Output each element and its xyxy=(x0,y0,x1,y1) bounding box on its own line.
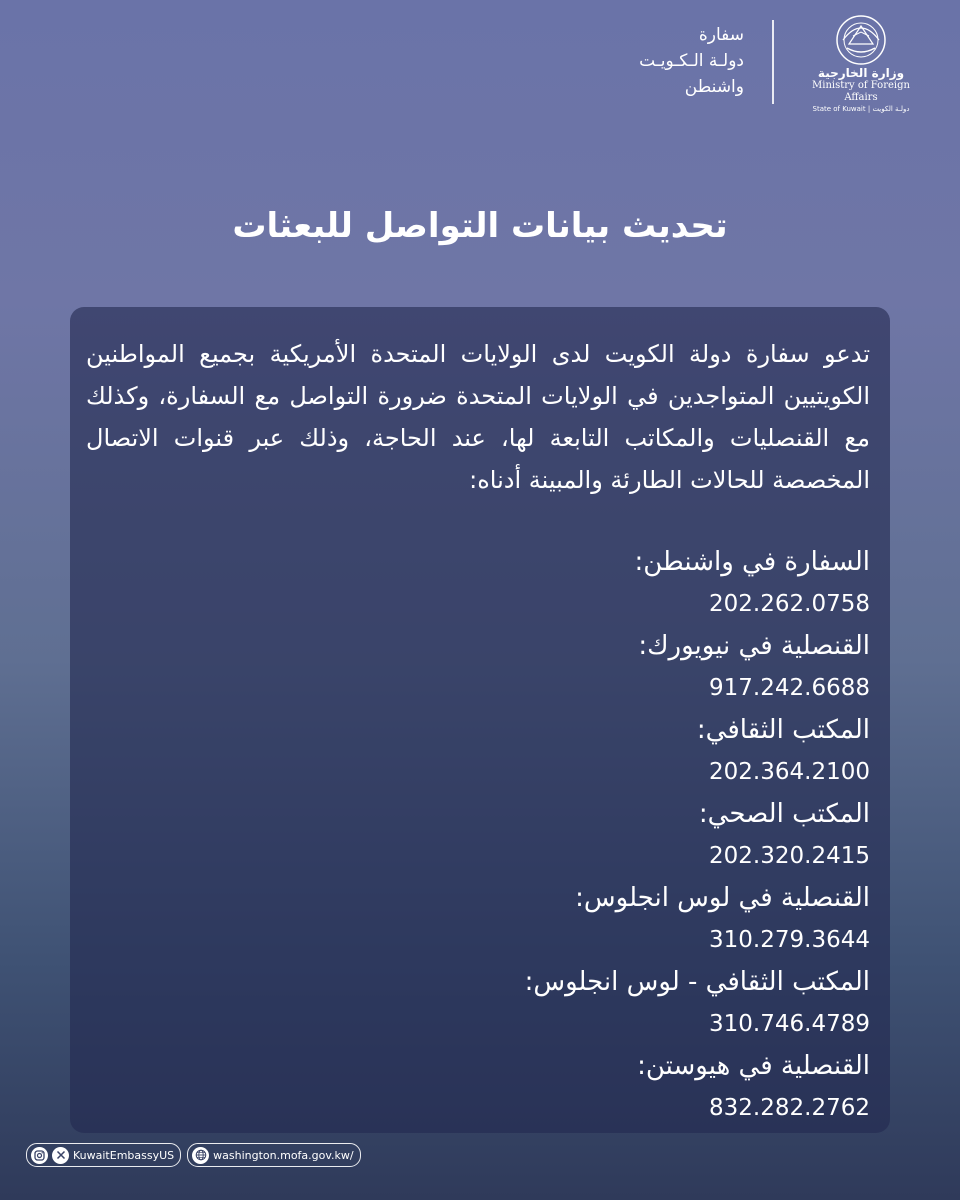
contact-label: القنصلية في نيويورك: xyxy=(638,631,870,661)
contact-label: المكتب الثقافي: xyxy=(696,715,870,745)
state-ar: دولـة الكويت xyxy=(872,105,910,113)
social-handle[interactable]: KuwaitEmbassyUS xyxy=(73,1148,175,1162)
website-link[interactable]: washington.mofa.gov.kw/ xyxy=(213,1148,354,1162)
ministry-state xyxy=(802,104,920,114)
contact-item xyxy=(86,541,870,625)
embassy-line-2: دولـة الـكـويـت xyxy=(639,51,744,71)
contact-label: المكتب الصحي: xyxy=(698,799,870,829)
state-separator: | xyxy=(867,105,873,113)
header xyxy=(639,14,920,114)
contact-phone[interactable]: 310.746.4789 xyxy=(709,1011,870,1037)
contact-label: السفارة في واشنطن: xyxy=(634,547,870,577)
contact-label: القنصلية في هيوستن: xyxy=(637,1051,870,1081)
contact-item xyxy=(86,1045,870,1129)
contact-phone[interactable]: 202.320.2415 xyxy=(709,843,870,869)
header-divider xyxy=(772,20,774,104)
intro-paragraph: تدعو سفارة دولة الكويت لدى الولايات المتحدة الأمريكية بجميع المواطنين الكويتيين المتواجدين في الولايات المتحدة ضرورة التواصل مع السفارة، وكذلك مع القنصليات والمكاتب التابعة لها، عند الحاجة، وذلك عبر قنوات الاتصال المخصصة للحالات الطارئة والمبينة أدناه: xyxy=(86,340,870,494)
social-handle-pill[interactable] xyxy=(26,1143,181,1167)
contact-item xyxy=(86,793,870,877)
ministry-name-en: Ministry of Foreign Affairs xyxy=(812,80,910,103)
contact-item xyxy=(86,625,870,709)
contact-phone[interactable]: 202.262.0758 xyxy=(709,591,870,617)
ministry-name-ar: وزارة الخارجية xyxy=(817,66,905,80)
instagram-icon[interactable] xyxy=(31,1147,48,1164)
footer xyxy=(26,1143,361,1167)
kuwait-emblem-icon xyxy=(831,14,891,66)
contact-item xyxy=(86,709,870,793)
embassy-line-3: واشنطن xyxy=(684,77,744,97)
contact-item xyxy=(86,877,870,961)
state-en: State of Kuwait xyxy=(812,105,866,113)
contact-phone[interactable]: 917.242.6688 xyxy=(709,675,870,701)
content-card xyxy=(70,307,890,1133)
contact-phone[interactable]: 310.279.3644 xyxy=(709,927,870,953)
page-title: تحديث بيانات التواصل للبعثات xyxy=(232,206,728,246)
x-icon[interactable] xyxy=(52,1147,69,1164)
contact-label: المكتب الثقافي - لوس انجلوس: xyxy=(524,967,870,997)
contact-label: القنصلية في لوس انجلوس: xyxy=(575,883,870,913)
embassy-line-1: سفارة xyxy=(698,25,744,45)
globe-icon xyxy=(192,1147,209,1164)
ministry-logo xyxy=(802,14,920,114)
contact-list xyxy=(86,541,870,1129)
embassy-name xyxy=(639,22,744,100)
contact-phone[interactable]: 832.282.2762 xyxy=(709,1095,870,1121)
website-pill[interactable] xyxy=(187,1143,360,1167)
contact-phone[interactable]: 202.364.2100 xyxy=(709,759,870,785)
contact-item xyxy=(86,961,870,1045)
